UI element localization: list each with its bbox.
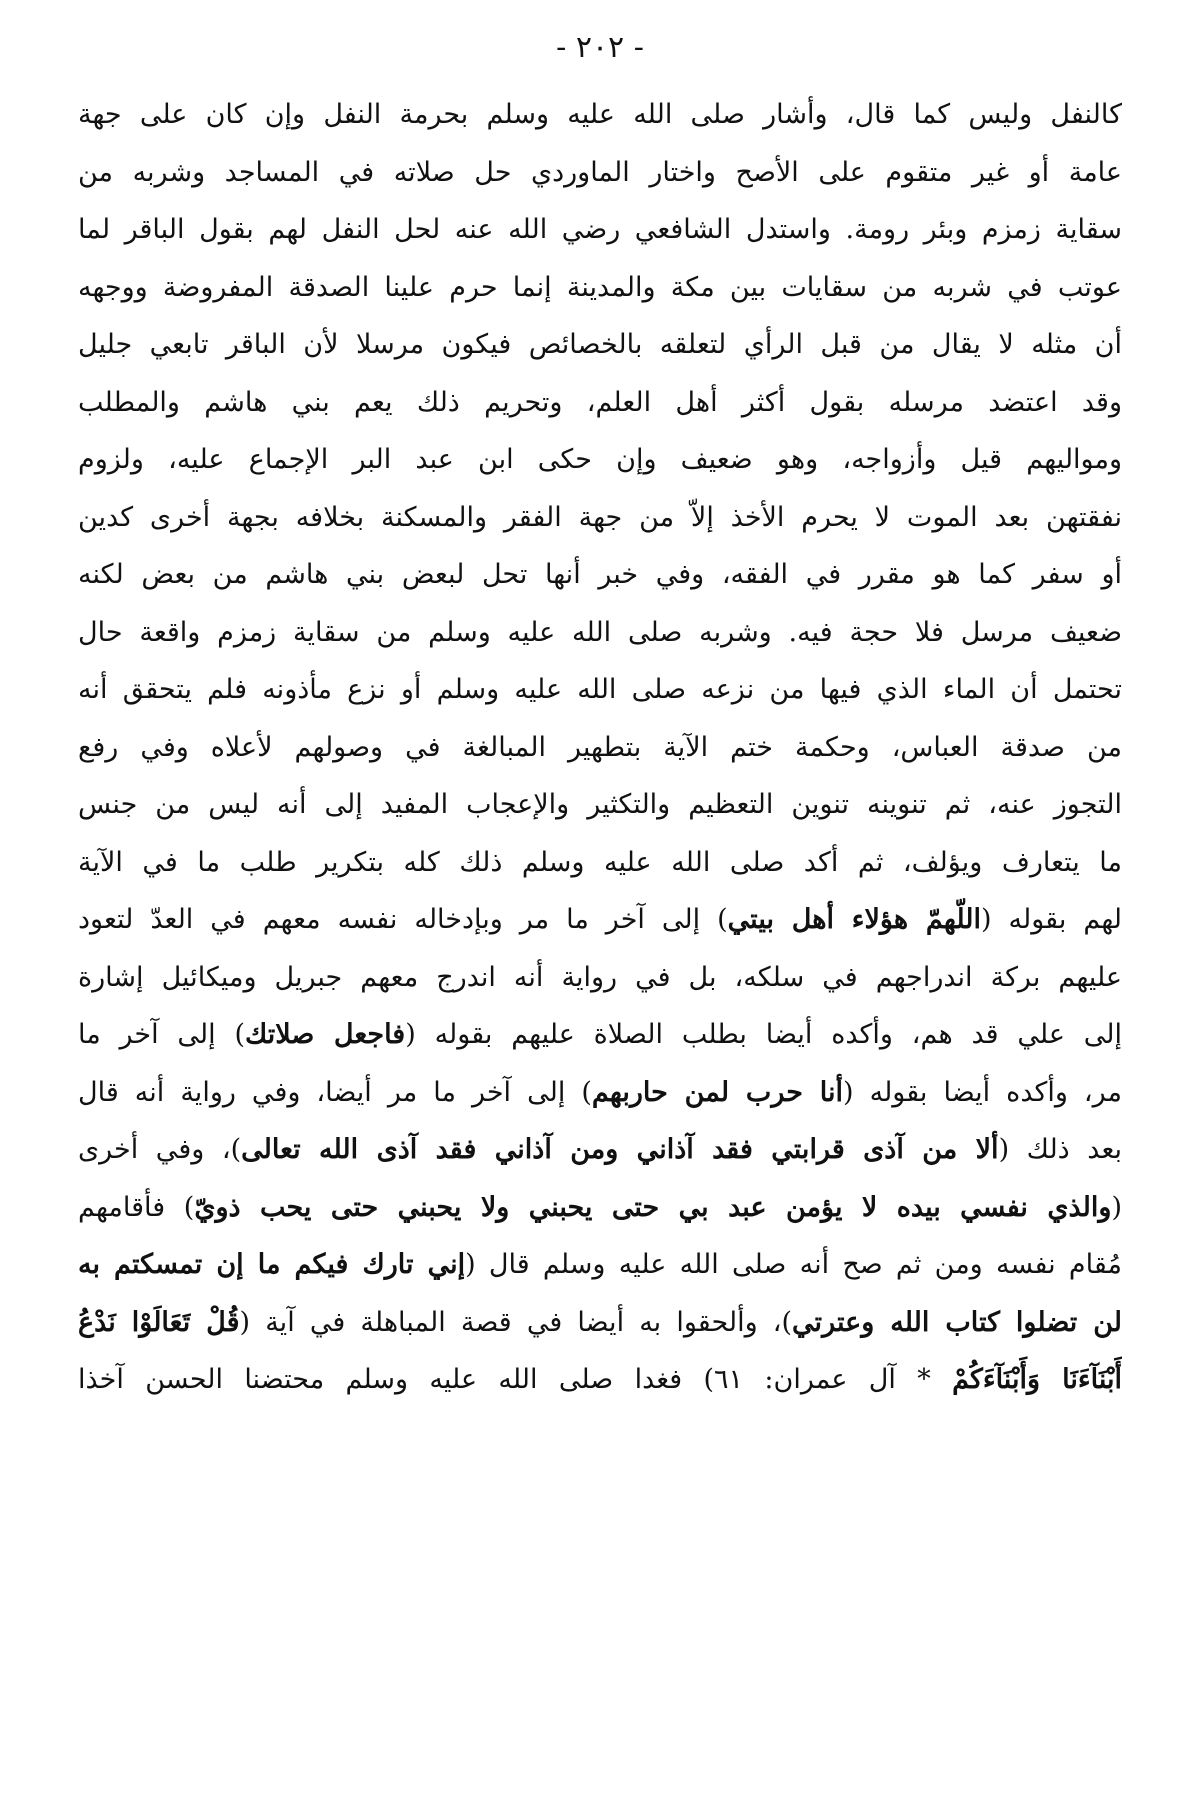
text-line — [78, 489, 1122, 547]
text-line — [78, 949, 1122, 1007]
text-line — [78, 1351, 1122, 1409]
quoted-text: قُلْ تَعَالَوْا نَدْعُ — [78, 1306, 240, 1338]
line-text: تحتمل أن الماء الذي فيها من نزعه صلى الله عليه وسلم أو نزع مأذونه فلم يتحقق أنه — [78, 674, 1122, 705]
line-text: )، وفي أخرى — [78, 1134, 242, 1165]
text-line — [78, 201, 1122, 259]
line-text: مر، وأكده أيضا بقوله ( — [843, 1076, 1122, 1108]
line-text: )، وألحقوا به أيضا في قصة المباهلة في آية ( — [239, 1306, 793, 1338]
quoted-text: اللّهمّ هؤلاء أهل بيتي — [727, 904, 981, 935]
text-line — [78, 661, 1122, 719]
quoted-text: ألا من آذى قرابتي فقد آذاني ومن آذاني فقد آذى الله تعالى — [241, 1134, 999, 1165]
line-text: إلى علي قد هم، وأكده أيضا بطلب الصلاة عليهم بقوله ( — [405, 1019, 1122, 1050]
text-line — [78, 431, 1122, 489]
line-text: ومواليهم قيل وأزواجه، وهو ضعيف وإن حكى ابن عبد البر الإجماع عليه، ولزوم — [78, 444, 1122, 475]
line-text: أن مثله لا يقال من قبل الرأي لتعلقه بالخصائص فيكون مرسلا لأن الباقر تابعي جليل — [78, 329, 1122, 360]
line-text: لهم بقوله ( — [981, 904, 1122, 935]
quoted-text: والذي نفسي بيده لا يؤمن عبد بي حتى يحبني ولا يحبني حتى يحب ذويّ — [194, 1191, 1112, 1223]
text-line — [78, 1179, 1122, 1237]
text-line — [78, 1121, 1122, 1179]
text-line — [78, 719, 1122, 777]
quoted-text: لن تضلوا كتاب الله وعترتي — [792, 1306, 1122, 1338]
line-text: ضعيف مرسل فلا حجة فيه. وشربه صلى الله عليه وسلم من سقاية زمزم واقعة حال — [78, 616, 1122, 648]
text-line — [78, 316, 1122, 374]
line-text: ما يتعارف ويؤلف، ثم أكد صلى الله عليه وسلم ذلك كله بتكرير طلب ما في الآية — [78, 846, 1122, 878]
text-line — [78, 1064, 1122, 1122]
quoted-text: أنا حرب لمن حاربهم — [591, 1076, 844, 1108]
text-line — [78, 1006, 1122, 1064]
line-text: كالنفل وليس كما قال، وأشار صلى الله عليه وسلم بحرمة النفل وإن كان على جهة — [78, 99, 1122, 130]
line-text: سقاية زمزم وبئر رومة. واستدل الشافعي رضي الله عنه لحل النفل لهم بقول الباقر لما — [78, 214, 1122, 245]
text-line — [78, 1294, 1122, 1352]
line-text: من صدقة العباس، وحكمة ختم الآية بتطهير المبالغة في وصولهم لأعلاه وفي رفع — [78, 731, 1122, 763]
text-line — [78, 891, 1122, 949]
quoted-text: أَبْنَآءَنَا وَأَبْنَآءَكُمْ — [952, 1364, 1122, 1395]
line-text: بعد ذلك ( — [998, 1134, 1122, 1165]
text-line — [78, 144, 1122, 202]
text-line — [78, 546, 1122, 604]
text-line — [78, 259, 1122, 317]
text-line — [78, 1236, 1122, 1294]
text-line — [78, 834, 1122, 892]
line-text: أو سفر كما هو مقرر في الفقه، وفي خبر أنها تحل لبعض بني هاشم من بعض لكنه — [78, 559, 1122, 590]
line-text: ) إلى آخر ما — [78, 1019, 245, 1050]
line-text: ) فأقامهم — [78, 1191, 195, 1223]
page-number: - ٢٠٢ - — [556, 30, 644, 65]
quoted-text: إني تارك فيكم ما إن تمسكتم به — [78, 1249, 466, 1280]
text-line — [78, 604, 1122, 662]
text-line — [78, 374, 1122, 432]
line-text: مُقام نفسه ومن ثم صح أنه صلى الله عليه وسلم قال ( — [465, 1249, 1122, 1280]
body-text — [78, 86, 1122, 1409]
line-text: ) إلى آخر ما مر أيضا، وفي رواية أنه قال — [78, 1076, 592, 1108]
line-text: نفقتهن بعد الموت لا يحرم الأخذ إلاّ من جهة الفقر والمسكنة بخلافه بجهة أخرى كدين — [78, 501, 1122, 533]
line-text: التجوز عنه، ثم تنوينه تنوين التعظيم والتكثير والإعجاب المفيد إلى أنه ليس من جنس — [78, 789, 1122, 820]
text-line — [78, 776, 1122, 834]
line-text: عامة أو غير متقوم على الأصح واختار الماوردي حل صلاته في المساجد وشربه من — [78, 156, 1122, 188]
line-text: وقد اعتضد مرسله بقول أكثر أهل العلم، وتحريم ذلك يعم بني هاشم والمطلب — [78, 386, 1122, 418]
quoted-text: فاجعل صلاتك — [244, 1019, 406, 1050]
line-text: ) إلى آخر ما مر وبإدخاله نفسه معهم في العدّ لتعود — [78, 904, 728, 935]
line-text: * آل عمران: ٦١) فغدا صلى الله عليه وسلم محتضنا الحسن آخذا — [78, 1364, 953, 1395]
line-text: عوتب في شربه من سقايات بين مكة والمدينة إنما حرم علينا الصدقة المفروضة ووجهه — [78, 271, 1122, 303]
line-text: ( — [1111, 1191, 1122, 1223]
text-line — [78, 86, 1122, 144]
line-text: عليهم بركة اندراجهم في سلكه، بل في رواية أنه اندرج معهم جبريل وميكائيل إشارة — [78, 961, 1122, 993]
